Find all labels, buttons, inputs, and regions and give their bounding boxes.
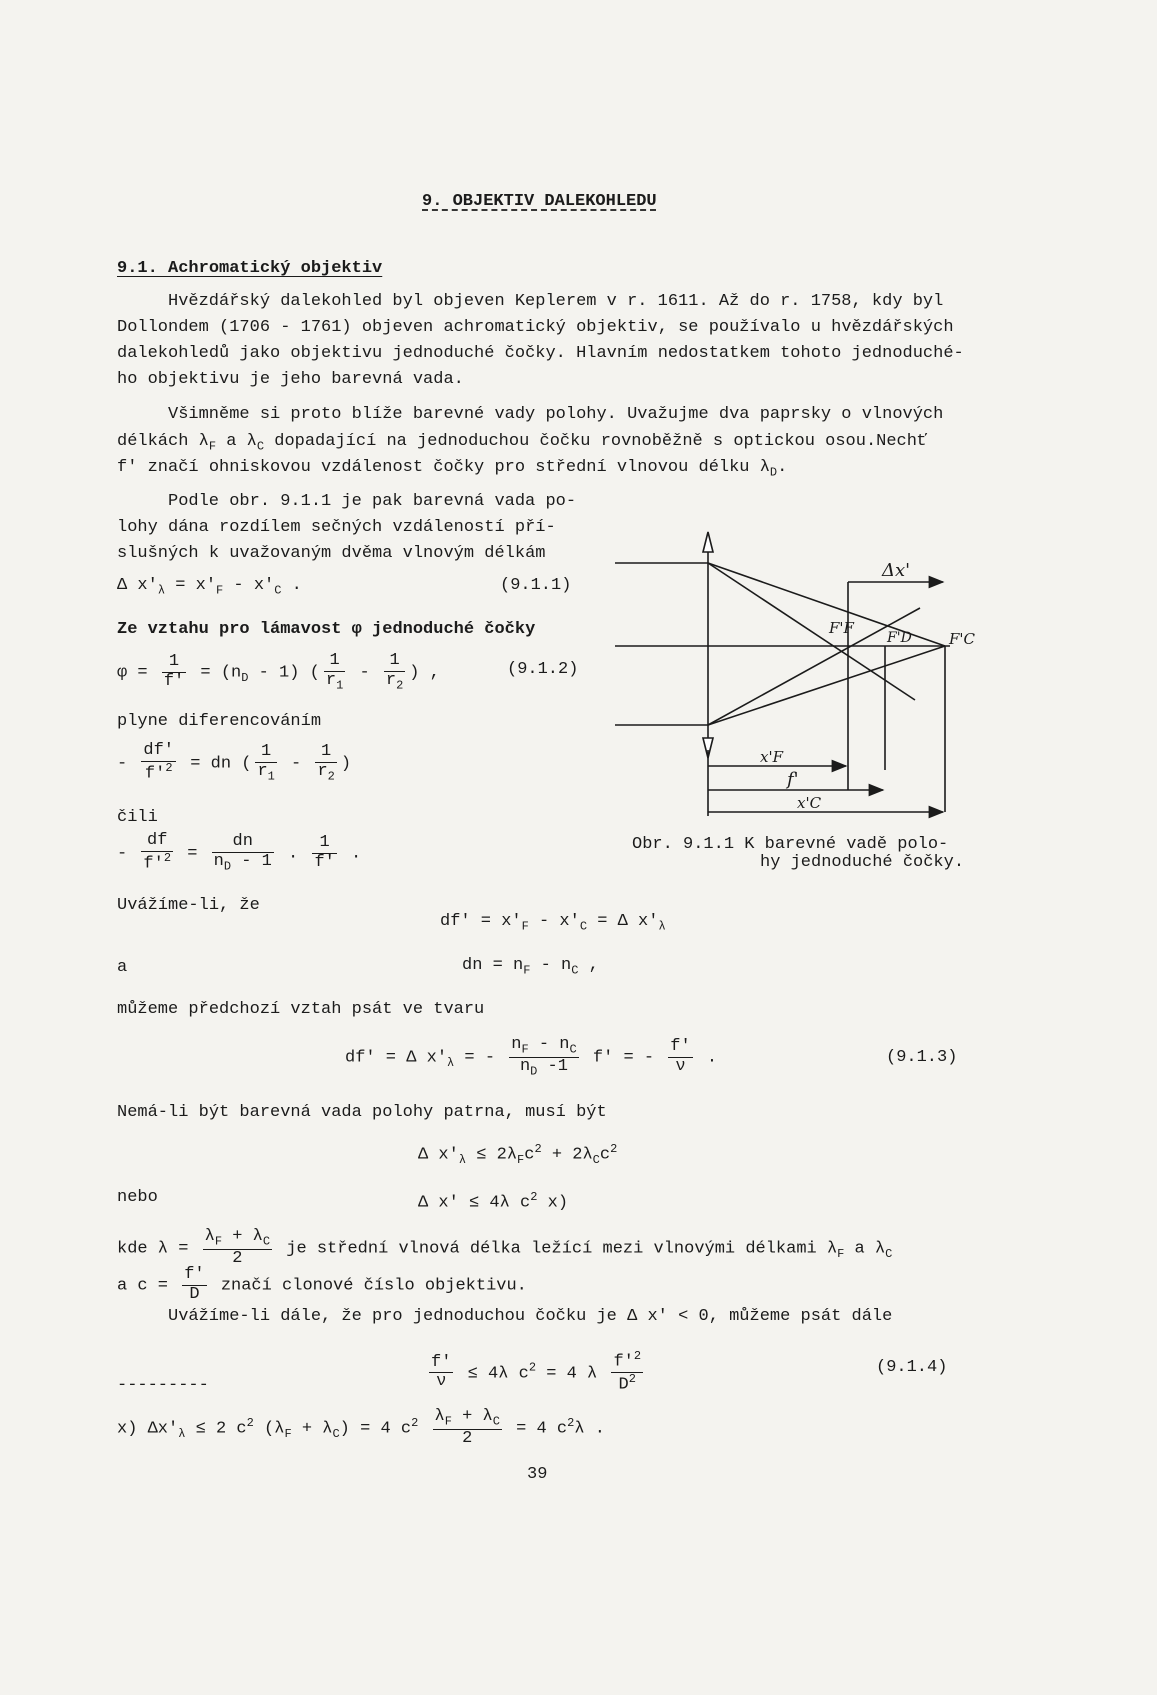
equation-number-9-1-1: (9.1.1) [500,576,572,595]
para1-line4: ho objektivu je jeho barevná vada. [117,370,464,389]
text-uvazime: Uvážíme-li, že [117,896,260,915]
para2-line1: Všimněme si proto blíže barevné vady polohy. Uvažujme dva paprsky o vlnových [168,405,944,424]
page-number: 39 [527,1465,548,1484]
equation-condition-1: Δ $x'_\lambda \le 2\lambda_Fc^2 + 2\lambda_Cc^2$ [418,1142,618,1168]
text-nema: Nemá-li být barevná vada polohy patrna, musí být [117,1103,607,1122]
text-lamavost: Ze vztahu pro lámavost φ jednoduché čočky [117,620,536,639]
text-nebo: nebo [117,1188,158,1207]
label-dx: Δx' [882,560,911,581]
equation-9-1-4: $\frac{f'}{\nu}$ ≤ 4λ $c^2 = 4$ λ $\frac{f'^2}{D^2}$ [431,1349,642,1395]
equation-dn: dn = $n_F - n_C$ , [462,956,599,978]
text-clonove: a c = $\frac{f'}{D}$ značí clonové číslo objektivu. [117,1265,527,1304]
text-a: a [117,958,128,977]
equation-number-9-1-2: (9.1.2) [507,660,579,679]
lens-diagram [615,520,975,830]
label-fc: F'C [949,630,975,648]
equation-number-9-1-3: (9.1.3) [886,1048,958,1067]
text-muzeme: můžeme předchozí vztah psát ve tvaru [117,1000,485,1019]
para3-line3: slušných k uvažovaným dvěma vlnovým délkám [117,544,546,563]
ray-top-through-ff [708,563,915,700]
label-xc: x'C [797,794,822,812]
ray-bottom-to-fc [708,646,945,725]
equation-number-9-1-4: (9.1.4) [876,1358,948,1377]
equation-9-1-3: df' = Δ $x'_\lambda$ = - $\frac{n_F - n_C}{n_D -1}$ f' = - $\frac{f'}{\nu}$ . [345,1035,718,1078]
label-fd: F'D [887,630,912,646]
label-f: f' [787,769,799,790]
para3-line2: lohy dána rozdílem sečných vzdáleností pří- [117,518,556,537]
para3-line1: Podle obr. 9.1.1 je pak barevná vada po- [168,492,577,511]
equation-9-1-1: Δ $x'_\lambda = x'_F - x'_C$ . [117,576,302,598]
para1-line2: Dollondem (1706 - 1761) objeven achromatický objektiv, se používalo u hvězdářských [117,318,954,337]
lens-arrow-top [703,532,713,552]
ray-bottom-through-ff [708,608,920,725]
section-title: 9.1. Achromatický objektiv [117,259,383,278]
label-ff: F'F [829,619,854,637]
footnote-rule: --------- [117,1376,209,1395]
label-xf: x'F [760,748,783,766]
equation-df: $df' = x'_F - x'_C = \Delta$ $x'_\lambda$ [440,912,666,934]
equation-differential: - $\frac{df'}{f'^2}$ = dn ( $\frac{1}{r_1}$ - $\frac{1}{r_2}$ ) [117,741,352,784]
text-uvazime-dale: Uvážíme-li dále, že pro jednoduchou čočku je Δ x' < 0, můžeme psát dále [168,1307,893,1326]
para1-line1: Hvězdářský dalekohled byl objeven Keplerem v r. 1611. Až do r. 1758, kdy byl [168,292,944,311]
equation-relative: - $\frac{df}{f'^2}$ = $\frac{dn}{n_D - 1}$ . $\frac{1}{f'}$ . [117,831,362,874]
figure-caption-line2: hy jednoduché čočky. [760,853,965,872]
equation-condition-2: Δ x' ≤ 4λ $c^2$ x) [418,1190,569,1213]
equation-9-1-2: φ = $\frac{1}{f'}$ = $(n_D - 1)$ ( $\frac{1}{r_1}$ - $\frac{1}{r_2}$ ) , [117,651,440,693]
chapter-title: 9. OBJEKTIV DALEKOHLEDU [422,192,657,211]
text-kde: kde λ = $\frac{\lambda_F + \lambda_C}{2}$ je střední vlnová délka ležící mezi vlnovými délkami $\lambda_F$ a $\lambda_C$ [117,1227,893,1268]
para2-line3: f' značí ohniskovou vzdálenost čočky pro střední vlnovou délku $\lambda_D$. [117,458,788,480]
footnote-equation: x) $\Delta x'_\lambda \le 2$ $c^2$ $(\lambda_F + \lambda_C) = 4$ $c^2$ $\frac{\lambda_F + \lambda_C}{2}$ = 4 $c^2\lambda$ . [117,1407,605,1448]
text-diferencovanim: plyne diferencováním [117,712,322,731]
para2-line2: délkách $\lambda_F$ a $\lambda_C$ dopadající na jednoduchou čočku rovnoběžně s optickou osou.Nechť [117,432,928,454]
text-cili: čili [117,808,158,827]
figure-caption-line1: Obr. 9.1.1 K barevné vadě polo- [632,835,949,854]
para1-line3: dalekohledů jako objektivu jednoduché čočky. Hlavním nedostatkem tohoto jednoduché- [117,344,964,363]
